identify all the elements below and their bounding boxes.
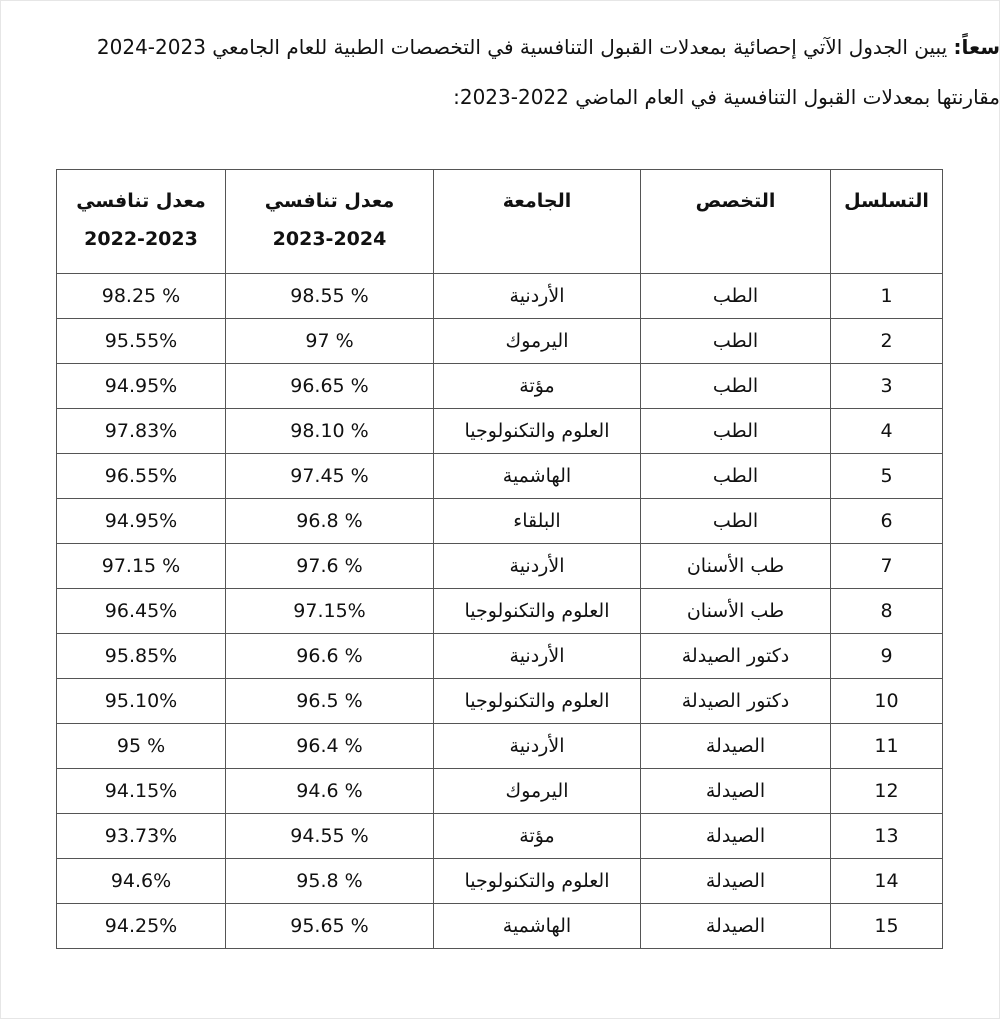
cell-rate-2023-2024: 94.55 % (226, 814, 434, 859)
cell-rate-2022-2023: 95.85% (57, 634, 226, 679)
cell-seq: 12 (831, 769, 943, 814)
cell-rate-2023-2024: 94.6 % (226, 769, 434, 814)
cell-specialty: طب الأسنان (641, 589, 831, 634)
cell-rate-2022-2023: 96.45% (57, 589, 226, 634)
cell-university: الأردنية (434, 724, 641, 769)
intro-line-1-text: يبين الجدول الآتي إحصائية بمعدلات القبول التنافسية في التخصصات الطبية للعام الجامعي 2023-2024 (96, 35, 948, 59)
cell-rate-2022-2023: 95.55% (57, 319, 226, 364)
cell-rate-2022-2023: 98.25 % (57, 274, 226, 319)
cell-specialty: الطب (641, 409, 831, 454)
table-body (57, 274, 943, 949)
cell-specialty: الصيدلة (641, 814, 831, 859)
header-university: الجامعة (434, 170, 641, 274)
table-row (57, 454, 943, 499)
cell-seq: 15 (831, 904, 943, 949)
cell-seq: 9 (831, 634, 943, 679)
table-row (57, 634, 943, 679)
intro-lead: سعاً: (953, 35, 1000, 59)
table-row (57, 904, 943, 949)
cell-seq: 1 (831, 274, 943, 319)
cell-seq: 3 (831, 364, 943, 409)
intro-line-1 (0, 22, 1000, 72)
table-row (57, 364, 943, 409)
cell-rate-2023-2024: 97 % (226, 319, 434, 364)
cell-university: مؤتة (434, 814, 641, 859)
cell-rate-2023-2024: 95.8 % (226, 859, 434, 904)
cell-university: الأردنية (434, 634, 641, 679)
cell-university: الهاشمية (434, 904, 641, 949)
cell-rate-2023-2024: 97.6 % (226, 544, 434, 589)
cell-rate-2022-2023: 94.95% (57, 499, 226, 544)
header-rate-2022-2023-year: 2022-2023 (84, 228, 198, 250)
cell-university: الهاشمية (434, 454, 641, 499)
cell-rate-2022-2023: 95 % (57, 724, 226, 769)
cell-rate-2022-2023: 93.73% (57, 814, 226, 859)
cell-seq: 8 (831, 589, 943, 634)
cell-university: العلوم والتكنولوجيا (434, 859, 641, 904)
cell-specialty: الطب (641, 499, 831, 544)
cell-seq: 14 (831, 859, 943, 904)
cell-rate-2022-2023: 94.95% (57, 364, 226, 409)
table-row (57, 814, 943, 859)
table-row (57, 769, 943, 814)
cell-seq: 13 (831, 814, 943, 859)
cell-rate-2022-2023: 94.25% (57, 904, 226, 949)
table-row (57, 319, 943, 364)
table-header-row (57, 170, 943, 274)
cell-specialty: دكتور الصيدلة (641, 634, 831, 679)
cell-rate-2023-2024: 95.65 % (226, 904, 434, 949)
intro-line-2: مقارنتها بمعدلات القبول التنافسية في العام الماضي 2022-2023: (453, 85, 1000, 109)
cell-specialty: دكتور الصيدلة (641, 679, 831, 724)
header-rate-2022-2023 (57, 170, 226, 274)
table-row (57, 589, 943, 634)
table-row (57, 679, 943, 724)
cell-specialty: طب الأسنان (641, 544, 831, 589)
cell-specialty: الطب (641, 364, 831, 409)
cell-university: اليرموك (434, 319, 641, 364)
cell-rate-2022-2023: 94.6% (57, 859, 226, 904)
table-row (57, 724, 943, 769)
cell-university: العلوم والتكنولوجيا (434, 589, 641, 634)
table-row (57, 274, 943, 319)
header-specialty: التخصص (641, 170, 831, 274)
cell-university: البلقاء (434, 499, 641, 544)
table-row (57, 499, 943, 544)
cell-seq: 6 (831, 499, 943, 544)
admission-rates-table (56, 169, 943, 949)
cell-university: مؤتة (434, 364, 641, 409)
cell-specialty: الصيدلة (641, 904, 831, 949)
cell-rate-2023-2024: 96.6 % (226, 634, 434, 679)
cell-specialty: الصيدلة (641, 724, 831, 769)
cell-university: الأردنية (434, 544, 641, 589)
cell-specialty: الطب (641, 454, 831, 499)
cell-university: العلوم والتكنولوجيا (434, 409, 641, 454)
header-rate-2023-2024-year: 2023-2024 (272, 228, 387, 250)
cell-seq: 4 (831, 409, 943, 454)
cell-rate-2022-2023: 94.15% (57, 769, 226, 814)
header-rate-2022-2023-title: معدل تنافسي (76, 190, 206, 212)
header-rate-2023-2024 (226, 170, 434, 274)
table-row (57, 544, 943, 589)
cell-seq: 11 (831, 724, 943, 769)
cell-rate-2023-2024: 96.65 % (226, 364, 434, 409)
table-row (57, 859, 943, 904)
cell-seq: 5 (831, 454, 943, 499)
cell-seq: 7 (831, 544, 943, 589)
cell-university: الأردنية (434, 274, 641, 319)
cell-rate-2023-2024: 96.8 % (226, 499, 434, 544)
header-seq: التسلسل (831, 170, 943, 274)
cell-specialty: الصيدلة (641, 859, 831, 904)
cell-rate-2023-2024: 97.45 % (226, 454, 434, 499)
cell-seq: 2 (831, 319, 943, 364)
cell-specialty: الطب (641, 274, 831, 319)
cell-rate-2022-2023: 95.10% (57, 679, 226, 724)
header-rate-2023-2024-title: معدل تنافسي (264, 190, 395, 212)
cell-rate-2023-2024: 96.5 % (226, 679, 434, 724)
cell-specialty: الصيدلة (641, 769, 831, 814)
cell-rate-2022-2023: 97.15 % (57, 544, 226, 589)
cell-specialty: الطب (641, 319, 831, 364)
cell-rate-2023-2024: 97.15% (226, 589, 434, 634)
intro-paragraph (0, 22, 1000, 122)
cell-rate-2022-2023: 97.83% (57, 409, 226, 454)
cell-university: اليرموك (434, 769, 641, 814)
cell-seq: 10 (831, 679, 943, 724)
cell-rate-2022-2023: 96.55% (57, 454, 226, 499)
table-row (57, 409, 943, 454)
cell-rate-2023-2024: 98.10 % (226, 409, 434, 454)
cell-university: العلوم والتكنولوجيا (434, 679, 641, 724)
cell-rate-2023-2024: 98.55 % (226, 274, 434, 319)
cell-rate-2023-2024: 96.4 % (226, 724, 434, 769)
